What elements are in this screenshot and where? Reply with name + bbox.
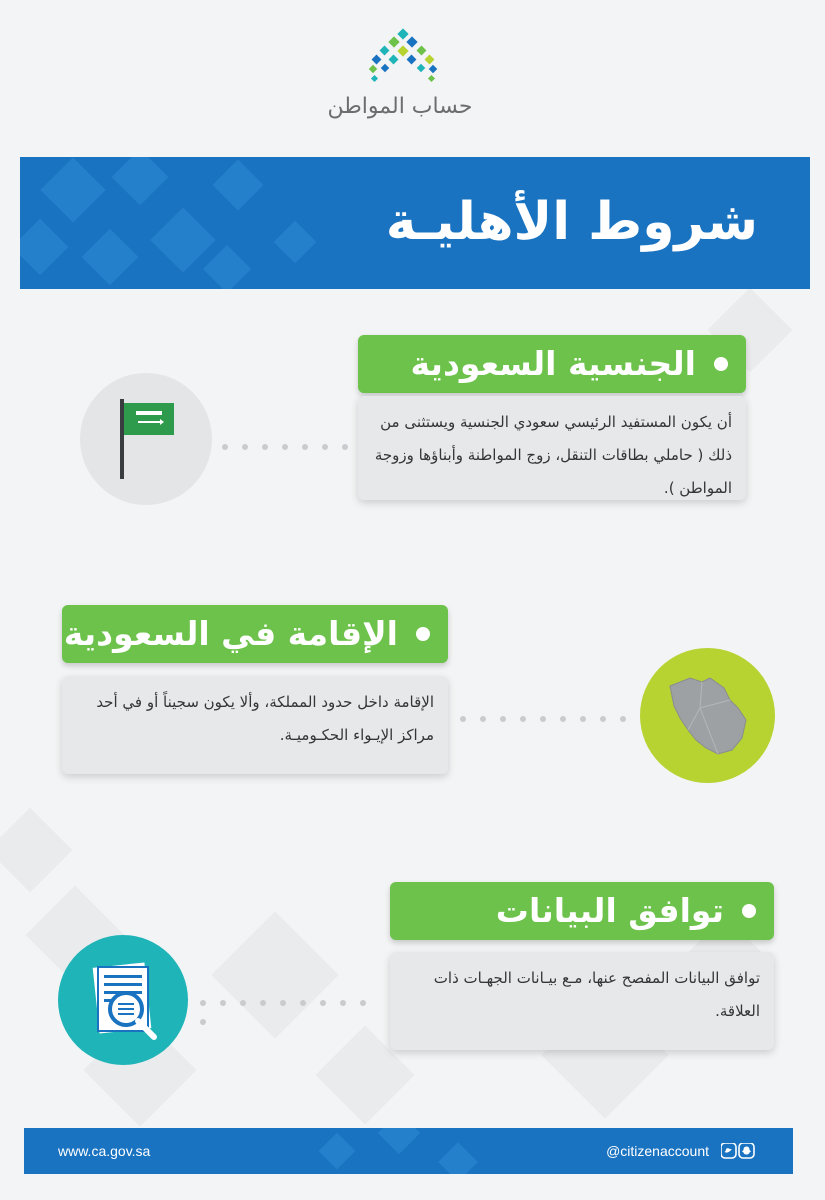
document-search-icon [58, 935, 188, 1065]
section-title-residence: الإقامة في السعودية [63, 614, 398, 653]
section-pill-nationality [358, 335, 746, 393]
saudi-flag-icon [80, 373, 212, 505]
bullet-dot [714, 357, 728, 371]
bullet-dot [742, 904, 756, 918]
page-title: شروط الأهليـة [385, 192, 758, 252]
section-pill-residence [62, 605, 448, 663]
flag-circle [80, 373, 212, 505]
document-circle [58, 935, 188, 1065]
connector-dots-1 [222, 444, 362, 450]
website-link[interactable]: www.ca.gov.sa [58, 1143, 151, 1159]
section-description-data: توافق البيانات المفصح عنها، مـع بيـانات الجهـات ذات العلاقة. [433, 969, 760, 1020]
snapchat-icon[interactable] [739, 1143, 754, 1158]
social-icons [721, 1143, 755, 1159]
section-description-nationality: أن يكون المستفيد الرئيسي سعودي الجنسية ويستثنى من ذلك ( حاملي بطاقات التنقل، زوج المواطنة وأبناؤها وزوجة المواطن ). [374, 413, 732, 497]
social-handle[interactable]: @citizenaccount [606, 1143, 709, 1159]
section-card-data [390, 952, 774, 1050]
section-description-residence: الإقامة داخل حدود المملكة، وألا يكون سجيناً أو في أحد مراكز الإيـواء الحكـوميـة. [96, 693, 434, 744]
section-pill-data [390, 882, 774, 940]
connector-dots-2 [460, 716, 640, 722]
section-card-residence [62, 676, 448, 774]
saudi-map-icon [640, 648, 775, 783]
brand-name: حساب المواطن [327, 94, 473, 119]
section-title-data: توافق البيانات [495, 891, 724, 930]
section-card-nationality [358, 396, 746, 500]
citizen-account-logo-icon [368, 28, 438, 90]
bullet-dot [416, 627, 430, 641]
connector-dots-3 [200, 1000, 390, 1006]
footer-bar [24, 1128, 793, 1174]
title-banner [20, 157, 810, 289]
map-circle [640, 648, 775, 783]
twitter-icon[interactable] [721, 1143, 736, 1158]
section-title-nationality: الجنسية السعودية [410, 344, 696, 383]
